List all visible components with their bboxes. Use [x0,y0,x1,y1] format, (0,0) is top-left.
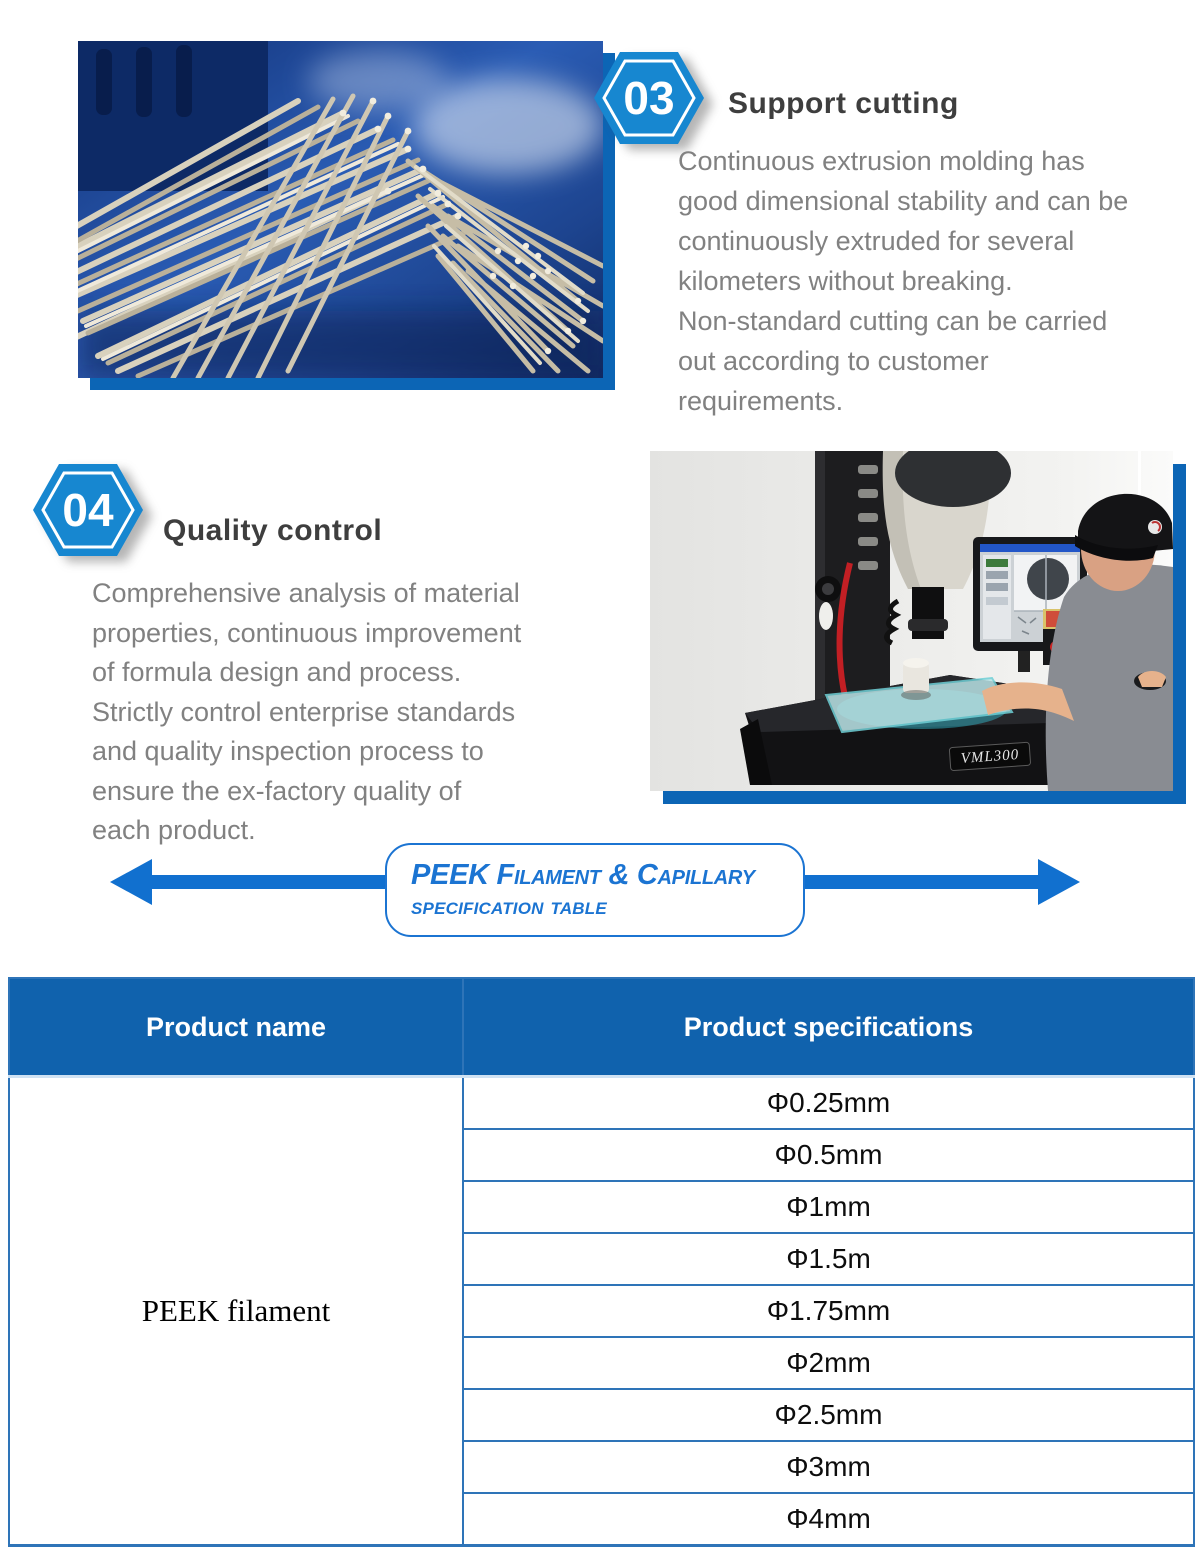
spec-cell: Φ0.5mm [463,1129,1194,1181]
spec-cell: Φ3mm [463,1441,1194,1493]
paragraph-line: continuously extruded for several [678,226,1075,256]
paragraph-line: kilometers without breaking. [678,266,1013,296]
paragraph-line: Strictly control enterprise standards [92,696,516,727]
paragraph-line: properties, continuous improvement [92,617,522,648]
support-cutting-paragraph [678,141,1128,421]
svg-text:03: 03 [623,72,675,124]
paragraph-line: ensure the ex-factory quality of [92,775,462,806]
product-name-cell: PEEK filament [9,1077,463,1546]
paragraph-line: Comprehensive analysis of material [92,578,520,608]
inspection-machine-photo [650,451,1173,791]
table-row [9,1077,1194,1130]
spec-cell: Φ1.75mm [463,1285,1194,1337]
paragraph-line: Non-standard cutting can be carried [678,306,1108,336]
spec-cell: Φ1.5m [463,1233,1194,1285]
peek-filament-photo [78,41,603,378]
paragraph-line: each product. [92,815,256,845]
spec-cell: Φ4mm [463,1493,1194,1546]
step-3-badge [594,50,704,146]
column-header-product-specifications: Product specifications [463,978,1194,1077]
paragraph-line: requirements. [678,386,844,416]
machine-model-label [949,742,1030,771]
spec-table-banner [385,843,805,937]
specification-table [8,977,1195,1547]
spec-cell: Φ0.25mm [463,1077,1194,1130]
quality-control-heading: Quality control [163,513,383,547]
svg-text:VML300: VML300 [960,746,1020,767]
step-4-badge [33,462,143,558]
spec-cell: Φ1mm [463,1181,1194,1233]
filament-photo-illustration [78,41,603,378]
spec-cell: Φ2mm [463,1337,1194,1389]
paragraph-line: good dimensional stability and can be [678,186,1129,216]
paragraph-line: of formula design and process. [92,657,462,687]
quality-control-paragraph [92,574,521,851]
spec-cell: Φ2.5mm [463,1389,1194,1441]
column-header-product-name: Product name [9,978,463,1077]
banner-subtitle: specification table [411,893,607,920]
paragraph-line: Continuous extrusion molding has [678,146,1085,176]
support-cutting-heading: Support cutting [728,86,959,120]
table-header-row [9,978,1194,1077]
paragraph-line: and quality inspection process to [92,736,484,766]
hexagon-icon [33,462,143,558]
machine-photo-illustration [650,451,1173,791]
paragraph-line: out according to customer [678,346,989,376]
hexagon-icon [594,50,704,146]
banner-title: PEEK Filament & Capillary [411,859,755,891]
svg-text:04: 04 [62,484,114,536]
